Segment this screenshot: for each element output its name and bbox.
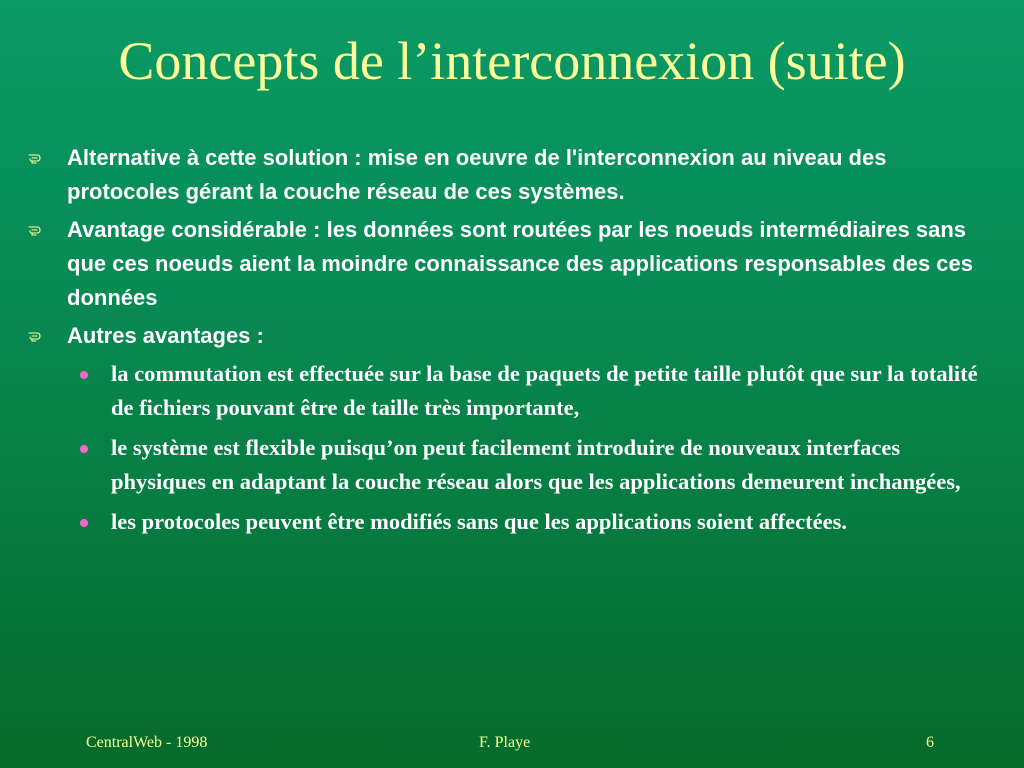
bullet-text: Avantage considérable : les données sont routées par les noeuds intermédiaires sans que ces noeuds aient la moindre connaissance des applications responsables des ces données [67,217,973,310]
bullet-text: Autres avantages : [67,323,264,348]
bullet-item [0,213,1024,315]
bullet-item [0,141,1024,209]
slide-title: Concepts de l’interconnexion (suite) [118,31,906,91]
dot-icon [80,371,88,379]
sub-bullet-item [0,357,1024,425]
footer-page-number: 6 [926,734,934,751]
sub-bullet-text: la commutation est effectuée sur la base de paquets de petite taille plutôt que sur la totalité de fichiers pouvant être de taille très importante, [111,361,978,420]
sub-bullet-text: les protocoles peuvent être modifiés sans que les applications soient affectées. [111,509,847,534]
slide-content [0,141,1024,545]
footer-source: CentralWeb - 1998 [86,734,208,751]
pointing-hand-icon [28,222,44,238]
pointing-hand-icon [28,328,44,344]
sub-bullet-text: le système est flexible puisqu’on peut facilement introduire de nouveaux interfaces physiques en adaptant la couche réseau alors que les applications demeurent inchangées, [111,435,961,494]
dot-icon [80,519,88,527]
bullet-item [0,319,1024,353]
sub-bullet-item [0,431,1024,499]
footer-author: F. Playe [479,734,531,751]
sub-bullet-item [0,505,1024,539]
pointing-hand-icon [28,150,44,166]
bullet-text: Alternative à cette solution : mise en oeuvre de l'interconnexion au niveau des protocoles gérant la couche réseau de ces systèmes. [67,145,887,204]
dot-icon [80,445,88,453]
